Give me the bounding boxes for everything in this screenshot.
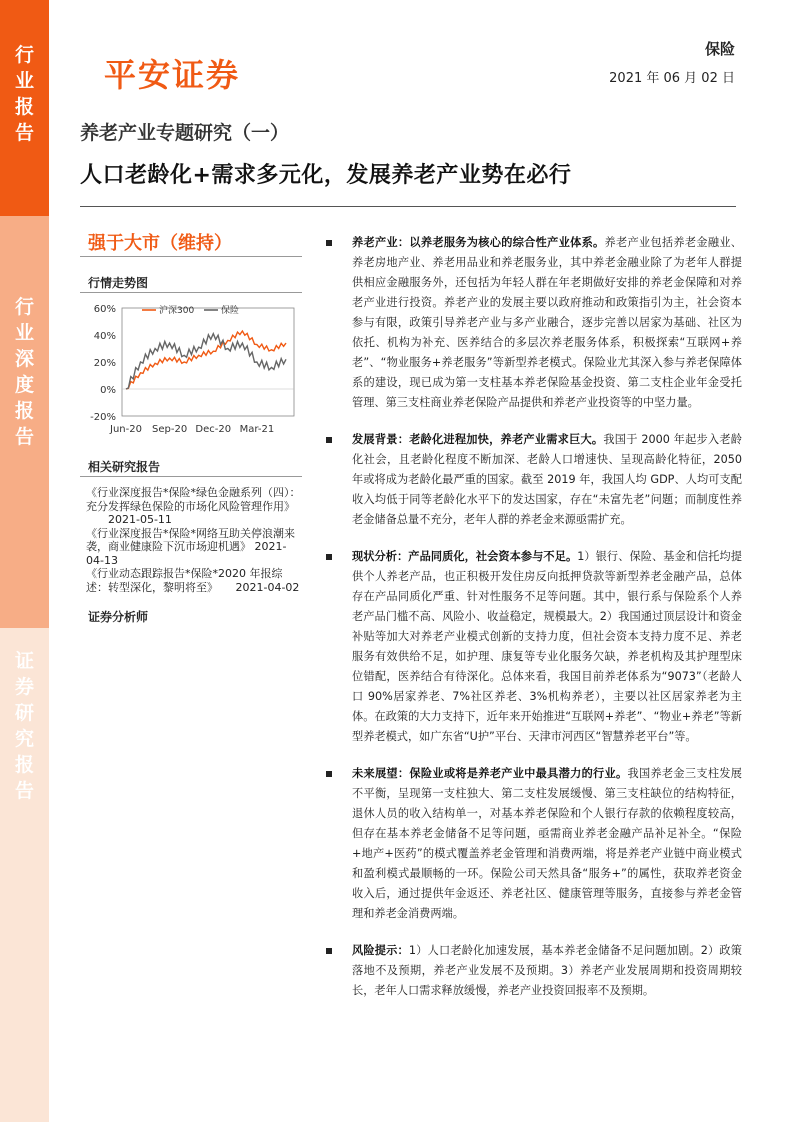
paragraph-lead: 发展背景：老龄化进程加快，养老产业需求巨大。 xyxy=(352,433,604,446)
sidebar-char: 研 xyxy=(14,702,34,724)
related-reports-label: 相关研究报告 xyxy=(88,460,161,474)
sidebar-char: 行 xyxy=(14,44,34,66)
related-report[interactable] xyxy=(86,527,302,568)
bullet-icon xyxy=(326,437,332,443)
sidebar-char: 业 xyxy=(14,322,34,344)
bullet-icon xyxy=(326,240,332,246)
related-report-title: 《行业深度报告*保险*网络互助关停浪潮来袭，商业健康险下沉市场迎机遇》 xyxy=(86,526,295,553)
report-summary xyxy=(322,233,742,1018)
sidebar-char: 究 xyxy=(14,728,34,750)
paragraph-lead: 风险提示： xyxy=(352,944,409,957)
sidebar-char: 报 xyxy=(14,96,34,118)
related-report-date: 2021-04-13 xyxy=(86,540,287,567)
sector-label: 保险 xyxy=(704,40,735,58)
y-tick-label: 0% xyxy=(100,385,116,396)
report-subtitle: 养老产业专题研究（一） xyxy=(80,122,290,144)
sidebar-char: 告 xyxy=(14,426,34,448)
series-line-insurance xyxy=(126,334,286,389)
paragraph-text: 我国于 2000 年起步入老龄化社会，且老龄化程度不断加深、老龄人口增速快、呈现高龄化特征，2050 年或将成为老龄化最严重的国家。截至 2019 年，我国人均 GDP、人均可支配收入均低于同等老龄化水平下的发达国家，存在“未富先老”问题；而制度性养老金储备总量不充分，老年人群的养老金来源亟需扩充。 xyxy=(352,433,742,526)
sidebar-char: 报 xyxy=(14,754,34,776)
paragraph-text: 1）银行、保险、基金和信托均提供个人养老产品，也正积极开发住房反向抵押贷款等新型养老金融产品，总体存在产品同质化严重、针对性服务不足等问题。其中，银行系与保险系个人养老产品门槛不高、风险小、收益稳定，规模最大。2）我国通过顶层设计和资金补贴等加大对养老产业模式创新的支持力度，但社会资本支持力度不足、养老服务有效供给不足，如护理、康复等专业化服务欠缺，养老机构及其护理型床位错配，医养结合有待深化。总体来看，我国目前养老体系为“9073”（老龄人口 90%居家养老、7%社区养老、3%机构养老），主要以社区居家养老为主体。在政策的大力支持下，近年来开始推进“互联网+养老”、“物业+养老”等新型养老模式，如广东省“U护”平台、天津市河西区“智慧养老平台”等。 xyxy=(352,550,742,743)
bullet-icon xyxy=(326,771,332,777)
related-report[interactable] xyxy=(86,486,302,527)
paragraph-lead: 现状分析：产品同质化，社会资本参与不足。 xyxy=(352,550,578,563)
sidebar-char: 证 xyxy=(14,650,34,672)
related-report-title: 《行业深度报告*保险*绿色金融系列（四）：充分发挥绿色保险的市场化风险管理作用》 xyxy=(86,486,301,513)
paragraph-text: 养老产业包括养老金融业、养老房地产业、养老用品业和养老服务业，其中养老金融业除了为老年人群提供相应金融服务外，还包括为年轻人群在年老期做好安排的养老金保障和对养老产业进行投资。养老产业的发展主要以政府推动和政策指引为主，社会资本参与有限，政策引导养老产业与多产业融合，逐步完善以居家为基础、社区为依托、机构为补充、医养结合的多层次养老服务体系，积极探索“互联网+养老”、“物业服务+养老服务”等新型养老模式。保险业尤其深入参与养老保障体系的建设，现已成为第一支柱基本养老保险基金投资、第二支柱企业年金受托管理、第三支柱商业养老保险产品提供和养老产业投资等的中坚力量。 xyxy=(352,236,742,409)
sidebar-industry-depth-report xyxy=(0,216,49,628)
sidebar-char: 券 xyxy=(14,676,34,698)
sidebar-securities-research-report xyxy=(0,628,49,1122)
summary-paragraph-outlook xyxy=(322,764,742,924)
bullet-icon xyxy=(326,554,332,560)
paragraph-text: 1）人口老龄化加速发展，基本养老金储备不足问题加剧。2）政策落地不及预期，养老产业发展不及预期。3）养老产业发展周期和投资周期较长，老年人口需求释放缓慢，养老产业投资回报率不及预期。 xyxy=(352,944,742,997)
related-reports-list xyxy=(86,486,302,594)
x-tick-label: Mar-21 xyxy=(239,424,275,435)
x-tick-label: Jun-20 xyxy=(110,424,142,435)
sidebar-char: 行 xyxy=(14,296,34,318)
sidebar-char: 度 xyxy=(14,374,34,396)
summary-paragraph-risk xyxy=(322,941,742,1001)
sidebar-char: 深 xyxy=(14,348,34,370)
sidebar-char: 告 xyxy=(14,122,34,144)
summary-paragraph-background xyxy=(322,430,742,530)
sidebar-char: 报 xyxy=(14,400,34,422)
paragraph-lead: 养老产业：以养老服务为核心的综合性产业体系。 xyxy=(352,236,605,249)
related-report[interactable] xyxy=(86,567,302,594)
sidebar-industry-report xyxy=(0,0,49,216)
legend-label: 保险 xyxy=(221,306,240,316)
y-tick-label: -20% xyxy=(90,412,116,423)
y-tick-label: 20% xyxy=(93,358,116,369)
legend-label: 沪深300 xyxy=(159,306,195,316)
paragraph-lead: 未来展望：保险业或将是养老产业中最具潜力的行业。 xyxy=(352,767,628,780)
y-tick-label: 60% xyxy=(93,304,116,315)
rating-divider xyxy=(80,256,302,257)
bullet-icon xyxy=(326,948,332,954)
header-meta xyxy=(609,38,735,86)
analyst-label: 证券分析师 xyxy=(88,610,149,624)
report-date: 2021 年 06 月 02 日 xyxy=(609,71,735,86)
paragraph-text: 我国养老金三支柱发展不平衡，呈现第一支柱独大、第二支柱发展缓慢、第三支柱缺位的结构特征，退休人员的收入结构单一，对基本养老保险和个人银行存款的依赖程度较高，但存在基本养老金储备不足等问题，亟需商业养老金融产品补足补全。“保险+地产+医药”的模式覆盖养老金管理和消费两端，将是养老产业链中商业模式和盈利模式最顺畅的一环。保险公司天然具备“服务+”的属性，获取养老资金收入后，通过提供年金返还、养老社区、健康管理等服务，直接参与养老金管理和养老金消费两端。 xyxy=(352,767,742,920)
summary-paragraph-overview xyxy=(322,233,742,413)
related-report-date: 2021-04-02 xyxy=(235,580,300,594)
y-tick-label: 40% xyxy=(93,331,116,342)
market-trend-chart xyxy=(84,298,300,440)
chart-label-divider xyxy=(80,292,302,293)
related-reports-divider xyxy=(80,476,302,477)
chart-label: 行情走势图 xyxy=(88,276,149,290)
summary-paragraph-status xyxy=(322,547,742,747)
sidebar-char: 告 xyxy=(14,780,34,802)
related-report-date: 2021-05-11 xyxy=(108,513,172,526)
company-logo: 平安证券 xyxy=(104,56,241,94)
rating-label: 强于大市（维持） xyxy=(88,233,232,254)
chart-frame xyxy=(122,308,294,416)
title-divider xyxy=(80,206,736,207)
report-title: 人口老龄化+需求多元化，发展养老产业势在必行 xyxy=(80,163,572,188)
sidebar xyxy=(0,0,49,1122)
sidebar-char: 业 xyxy=(14,70,34,92)
x-tick-label: Sep-20 xyxy=(152,424,188,435)
x-tick-label: Dec-20 xyxy=(195,424,232,435)
related-report-title: 《行业动态跟踪报告*保险*2020 年报综述：转型深化，黎明将至》 xyxy=(86,567,283,594)
